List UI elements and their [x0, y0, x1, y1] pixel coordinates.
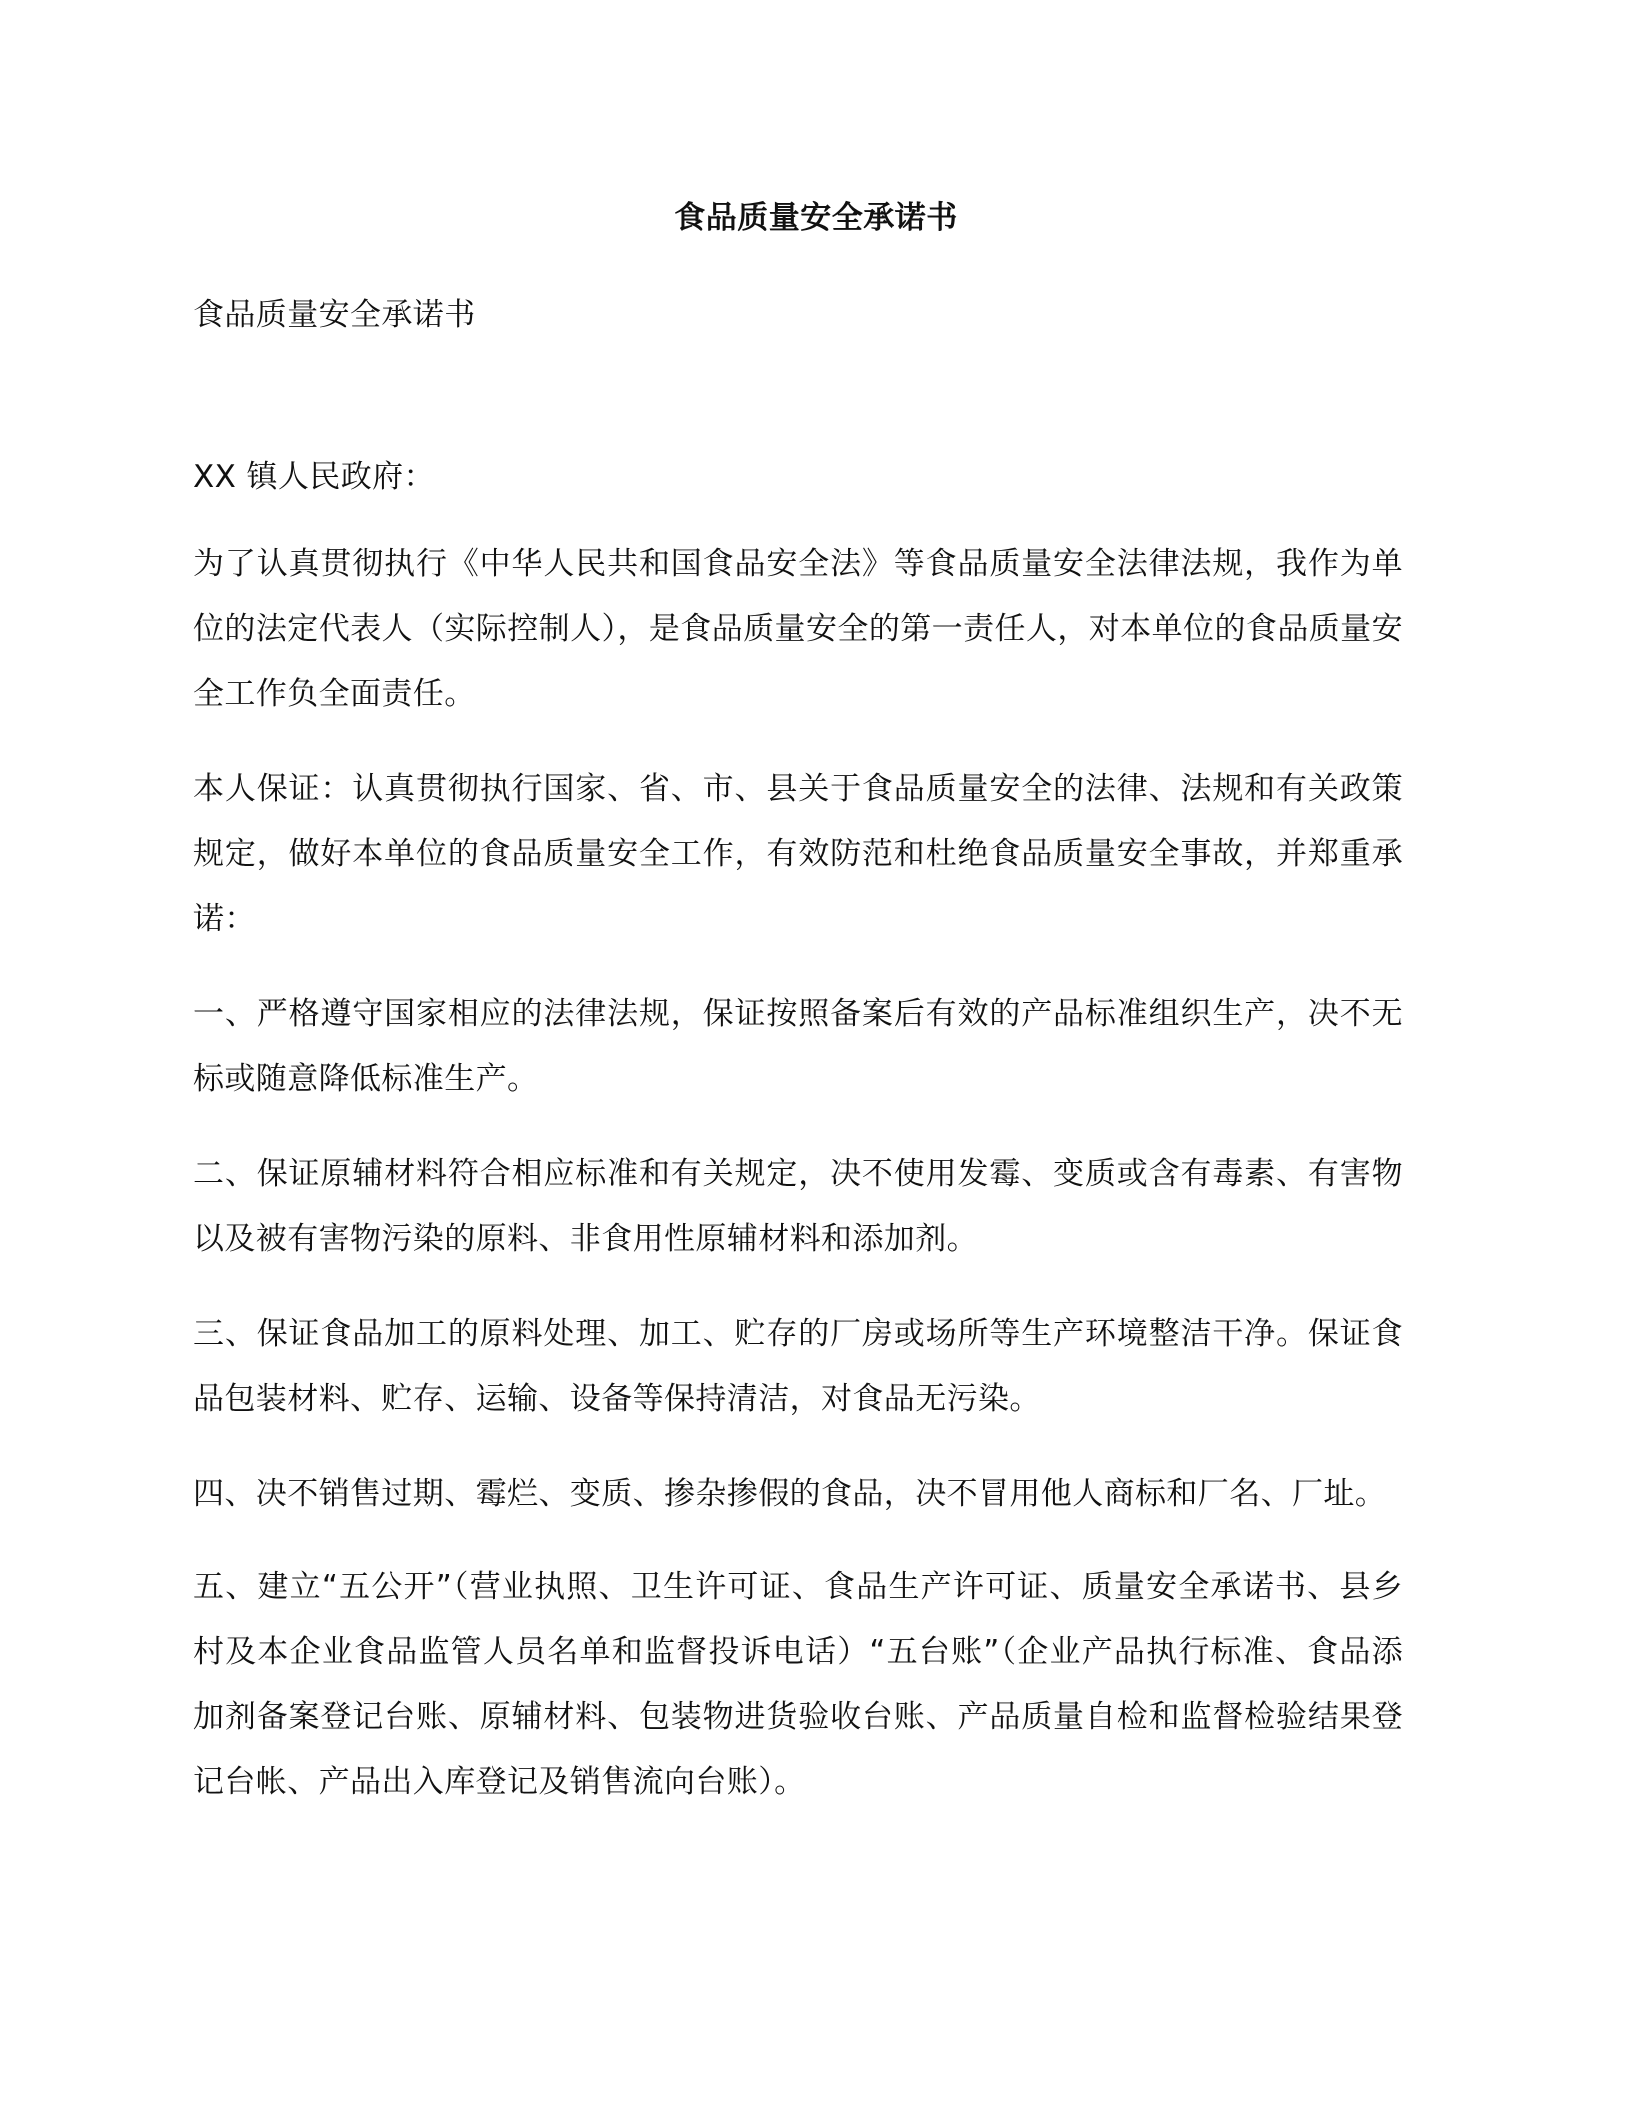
commitment-item-2: 二、保证原辅材料符合相应标准和有关规定，决不使用发霉、变质或含有毒素、有害物以及被有害物污染的原料、非食用性原辅材料和添加剂。 [193, 1156, 1403, 1257]
guarantee-paragraph: 本人保证：认真贯彻执行国家、省、市、县关于食品质量安全的法律、法规和有关政策规定，做好本单位的食品质量安全工作，有效防范和杜绝食品质量安全事故，并郑重承诺： [193, 771, 1403, 937]
document-title: 食品质量安全承诺书 [674, 200, 958, 236]
commitment-item-5: 五、建立“五公开”（营业执照、卫生许可证、食品生产许可证、质量安全承诺书、县乡村及本企业食品监管人员名单和监督投诉电话）“五台账”（企业产品执行标准、食品添加剂备案登记台账、原辅材料、包装物进货验收台账、产品质量自检和监督检验结果登记台帐、产品出入库登记及销售流向台账）。 [193, 1569, 1403, 1800]
intro-paragraph: 为了认真贯彻执行《中华人民共和国食品安全法》等食品质量安全法律法规，我作为单位的法定代表人（实际控制人），是食品质量安全的第一责任人，对本单位的食品质量安全工作负全面责任。 [193, 546, 1403, 712]
salutation: XX 镇人民政府： [193, 459, 435, 495]
document-subtitle: 食品质量安全承诺书 [193, 297, 476, 333]
commitment-item-4: 四、决不销售过期、霉烂、变质、掺杂掺假的食品，决不冒用他人商标和厂名、厂址。 [193, 1476, 1387, 1512]
commitment-item-1: 一、严格遵守国家相应的法律法规，保证按照备案后有效的产品标准组织生产，决不无标或随意降低标准生产。 [193, 996, 1403, 1097]
commitment-item-3: 三、保证食品加工的原料处理、加工、贮存的厂房或场所等生产环境整洁干净。保证食品包装材料、贮存、运输、设备等保持清洁，对食品无污染。 [193, 1316, 1403, 1417]
